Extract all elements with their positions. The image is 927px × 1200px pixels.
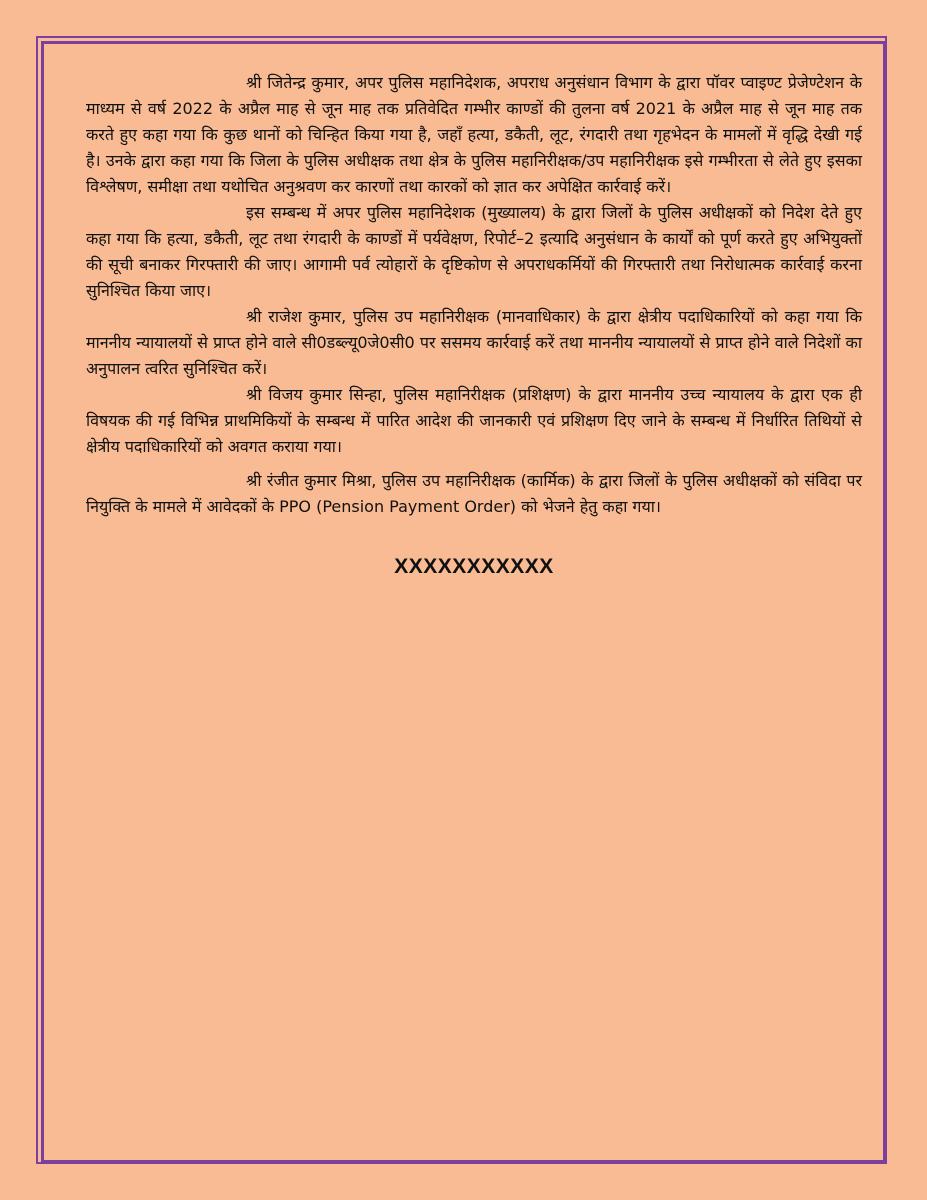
paragraph-training: श्री विजय कुमार सिन्हा, पुलिस महानिरीक्षक (प्रशिक्षण) के द्वारा माननीय उच्च न्यायालय के द्वारा एक ही विषयक की गई विभिन्न प्राथमिकियों के सम्बन्ध में पारित आदेश की जानकारी एवं प्रशिक्षण दिए जाने के सम्बन्ध में निर्धारित तिथियों से क्षेत्रीय पदाधिकारियों को अवगत कराया गया। — [86, 385, 862, 456]
section-separator: XXXXXXXXXXX — [394, 555, 554, 578]
paragraph-human-rights: श्री राजेश कुमार, पुलिस उप महानिरीक्षक (मानवाधिकार) के द्वारा क्षेत्रीय पदाधिकारियों को कहा गया कि माननीय न्यायालयों से प्राप्त होने वाले सी0डब्ल्यू0जे0सी0 पर ससमय कार्रवाई करें तथा माननीय न्यायालयों से प्राप्त होने वाले निदेशों का अनुपालन त्वरित सुनिश्चित करें। — [86, 307, 862, 378]
document-body — [86, 70, 862, 580]
paragraph-personnel: श्री रंजीत कुमार मिश्रा, पुलिस उप महानिरीक्षक (कार्मिक) के द्वारा जिलों के पुलिस अधीक्षकों को संविदा पर नियुक्ति के मामले में आवेदकों के PPO (Pension Payment Order) को भेजने हेतु कहा गया। — [86, 471, 862, 516]
paragraph-crime-analysis: श्री जितेन्द्र कुमार, अपर पुलिस महानिदेशक, अपराध अनुसंधान विभाग के द्वारा पॉवर प्वाइण्ट प्रेजेण्टेशन के माध्यम से वर्ष 2022 के अप्रैल माह से जून माह तक प्रतिवेदित गम्भीर काण्डों की तुलना वर्ष 2021 के अप्रैल माह से जून माह तक करते हुए कहा गया कि कुछ थानों को चिन्हित किया गया है, जहाँ हत्या, डकैती, लूट, रंगदारी तथा गृहभेदन के मामलों में वृद्धि देखी गई है। उनके द्वारा कहा गया कि जिला के पुलिस अधीक्षक तथा क्षेत्र के पुलिस महानिरीक्षक/उप महानिरीक्षक इसे गम्भीरता से लेते हुए इसका विश्लेषण, समीक्षा तथा यथोचित अनुश्रवण कर कारणों तथा कारकों को ज्ञात कर अपेक्षित कार्रवाई करें। — [86, 73, 862, 196]
paragraph-hq-directive: इस सम्बन्ध में अपर पुलिस महानिदेशक (मुख्यालय) के द्वारा जिलों के पुलिस अधीक्षकों को निदेश देते हुए कहा गया कि हत्या, डकैती, लूट तथा रंगदारी के काण्डों में पर्यवेक्षण, रिपोर्ट–2 इत्यादि अनुसंधान के कार्यों को पूर्ण करते हुए अभियुक्तों की सूची बनाकर गिरफ्तारी की जाए। आगामी पर्व त्योहारों के दृष्टिकोण से अपराधकर्मियों की गिरफ्तारी तथा निरोधात्मक कार्रवाई करना सुनिश्चित किया जाए। — [86, 203, 862, 300]
